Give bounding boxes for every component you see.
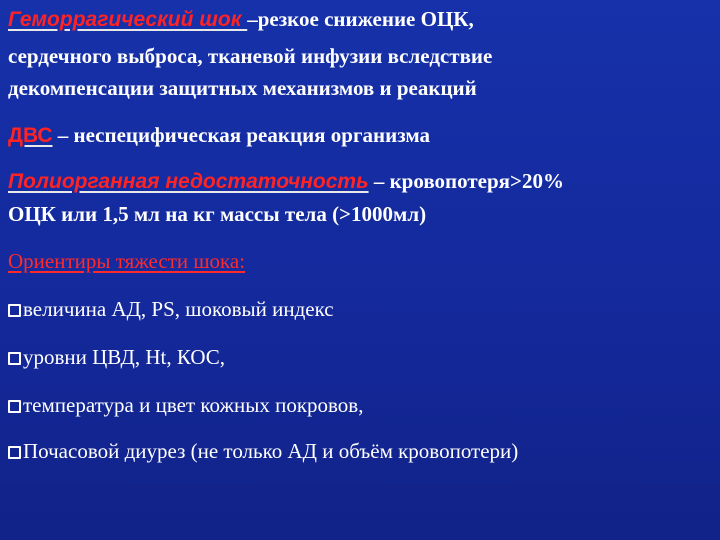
dvs-text: – неспецифическая реакция организма — [52, 123, 431, 147]
bullet-item — [8, 392, 363, 418]
shock-line-1 — [8, 6, 474, 33]
pon-line-1 — [8, 168, 564, 195]
bullet-item — [8, 438, 518, 464]
bullet-text: величина АД, PS, шоковый индекс — [23, 297, 334, 321]
guide-heading: Ориентиры тяжести шока: — [8, 249, 246, 273]
bullet-item — [8, 296, 334, 322]
checkbox-bullet-icon — [8, 446, 21, 459]
shock-term: Геморрагический шок — [8, 8, 248, 31]
checkbox-bullet-icon — [8, 304, 21, 317]
checkbox-bullet-icon — [8, 400, 21, 413]
shock-line-1-text: резкое снижение ОЦК, — [257, 7, 474, 31]
shock-line-2: сердечного выброса, тканевой инфузии вследствие — [8, 44, 493, 68]
bullet-text: Почасовой диурез (не только АД и объём кровопотери) — [23, 439, 519, 463]
pon-line-1-text: – кровопотеря>20% — [368, 169, 564, 193]
checkbox-bullet-icon — [8, 352, 21, 365]
shock-dash: – — [247, 7, 258, 31]
pon-line-2: ОЦК или 1,5 мл на кг массы тела (>1000мл) — [8, 202, 427, 226]
dvs-term: ДВС — [8, 124, 53, 147]
shock-line-3: декомпенсации защитных механизмов и реакций — [8, 76, 477, 100]
pon-term: Полиорганная недостаточность — [8, 170, 369, 193]
dvs-line — [8, 122, 430, 149]
bullet-text: температура и цвет кожных покровов, — [23, 393, 364, 417]
bullet-text: уровни ЦВД, Ht, КОС, — [23, 345, 226, 369]
bullet-item — [8, 344, 225, 370]
